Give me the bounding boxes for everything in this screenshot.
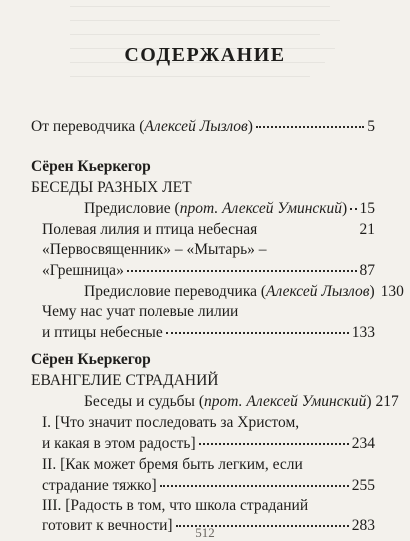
section-author: Сёрен Кьеркегор [31,158,151,175]
page-number: 21 [359,221,375,238]
page-number: 217 [375,393,399,410]
folio-page-number: 512 [195,525,215,540]
book-title: БЕСЕДЫ РАЗНЫХ ЛЕТ [31,179,192,196]
toc-entry-chapter-1-cont[interactable]: и какая в этом радость] 234 [42,435,375,452]
leader-dots [166,332,349,334]
toc-entry-translator-preface[interactable]: Предисловие переводчика ( Алексей Лызлов ) 130 [84,283,404,300]
leader-dots [160,485,349,487]
leader-dots [199,443,349,445]
toc-entry-high-priest-cont[interactable]: «Грешница» 87 [42,262,375,279]
page-number: 255 [351,477,375,494]
leader-dots [127,270,357,272]
toc-entry-chapter-2-cont[interactable]: страдание тяжко] 255 [42,477,375,494]
toc-entry-teach[interactable]: Чему нас учат полевые лилии [42,303,239,320]
toc-entry-lily[interactable]: Полевая лилия и птица небесная 21 [42,221,375,238]
toc-entry-chapter-3-cont[interactable]: готовит к вечности] 283 [42,517,375,534]
toc-entry-translator-note[interactable]: От переводчика ( Алексей Лызлов ) 5 [31,118,375,135]
toc-entry-preface[interactable]: Предисловие ( прот. Алексей Уминский ) 15 [84,200,375,217]
page-number: 234 [351,435,375,452]
toc-entry-chapter-1[interactable]: I. [Что значит последовать за Христом, [42,414,300,431]
page-number: 283 [351,517,375,534]
page-number: 15 [359,200,375,217]
leader-dots [260,229,356,231]
toc-entry-chapter-3[interactable]: III. [Радость в том, что школа страданий [42,497,309,514]
leader-dots [256,126,364,128]
page-number: 87 [359,262,375,279]
toc-entry-high-priest[interactable]: «Первосвященник» – «Мытарь» – [42,241,267,258]
leader-dots [350,208,356,210]
page-number: 5 [367,118,375,135]
page-title: СОДЕРЖАНИЕ [124,44,286,66]
section-author: Сёрен Кьеркегор [31,351,151,368]
page-number: 130 [380,283,404,300]
book-title: ЕВАНГЕЛИЕ СТРАДАНИЙ [31,372,219,389]
toc-entry-teach-cont[interactable]: и птицы небесные 133 [42,324,375,341]
toc-entry-chapter-2[interactable]: II. [Как может бремя быть легким, если [42,456,303,473]
toc-entry-talks[interactable]: Беседы и судьбы ( прот. Алексей Уминский ) 217 [84,393,399,410]
page-number: 133 [351,324,375,341]
